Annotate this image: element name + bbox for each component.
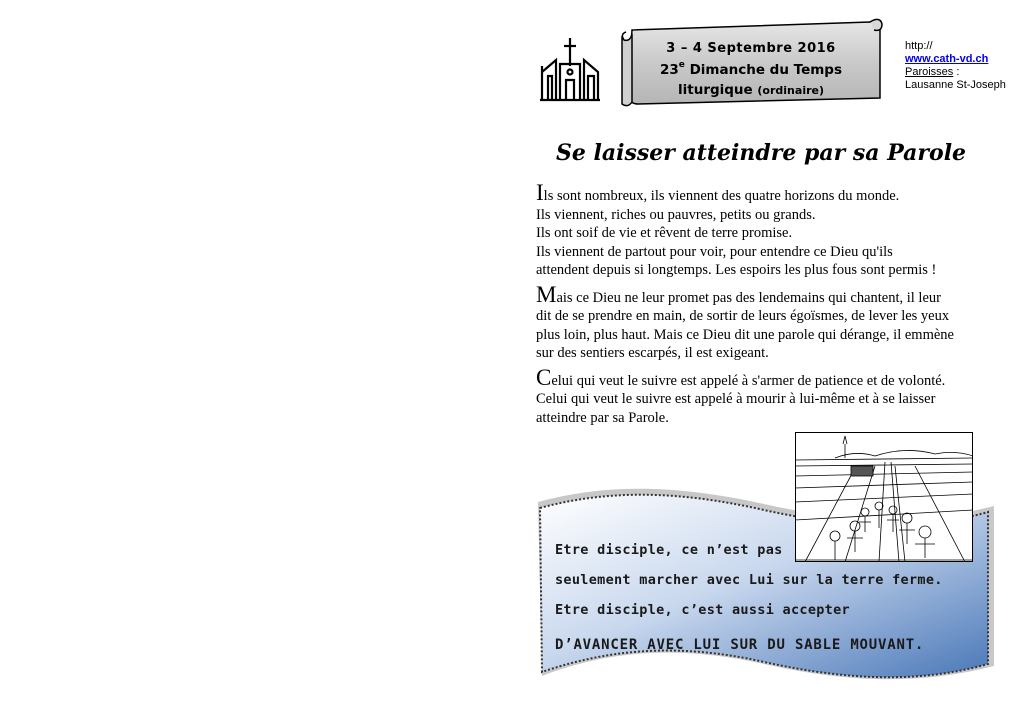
sunday-title: 23e Dimanche du Temps (659, 60, 842, 78)
banner-line: seulement marcher avec Lui sur la terre ferme. (555, 572, 943, 588)
crowd-field-illustration (795, 432, 973, 562)
banner-line: Etre disciple, c’est aussi accepter (555, 602, 850, 618)
paragraph: Celui qui veut le suivre est appelé à s'armer de patience et de volonté. Celui qui veut le suivre est appelé à mourir à lui-même et à se laisser atteindre par sa Parole. (536, 364, 946, 426)
banner-line-emphasis: D’AVANCER AVEC LUI SUR DU SABLE MOUVANT. (555, 637, 925, 653)
body-text (536, 180, 998, 433)
parish-name: Lausanne St-Joseph (905, 79, 1006, 91)
banner-line: Etre disciple, ce n’est pas (555, 542, 783, 558)
church-logo-icon (538, 36, 602, 102)
date-line: 3 – 4 Septembre 2016 (666, 41, 836, 56)
paragraph: Ils sont nombreux, ils viennent des quatre horizons du monde. Ils viennent, riches ou pauvres, petits ou grands. Ils ont soif de vie et rêvent de terre promise. Ils viennent de partout pour voir, pour entendre ce Dieu qu'ils attendent depuis si longtemps. Les espoirs les plus fous sont permis ! (536, 180, 937, 278)
paroisses-label: Paroisses (905, 66, 954, 78)
sunday-subtitle: liturgique (ordinaire) (678, 82, 824, 98)
paragraph: Mais ce Dieu ne leur promet pas des lendemains qui chantent, il leur dit de se prendre en main, de sortir de leurs égoïsmes, de lever les yeux plus loin, plus haut. Mais ce Dieu dit une parole qui dérange, il emmène sur des sentiers escarpés, il est exigeant. (536, 281, 954, 361)
website-link[interactable]: www.cath-vd.ch (905, 53, 989, 65)
page-title: Se laisser atteindre par sa Parole (555, 140, 967, 166)
http-prefix: http:// (905, 40, 933, 52)
links-block: http:// www.cath-vd.ch Paroisses : Lausanne St-Joseph (905, 40, 1006, 91)
